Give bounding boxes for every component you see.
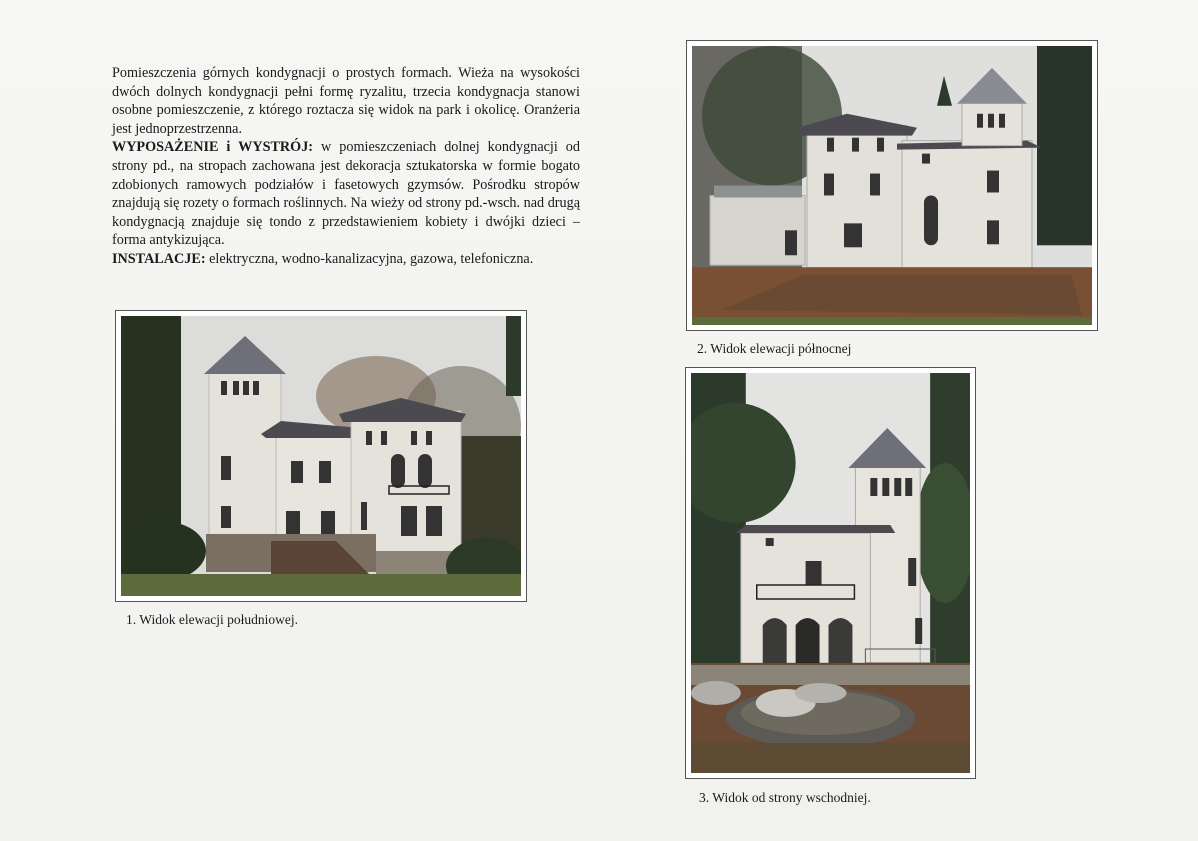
photo-north-elevation: [686, 40, 1098, 331]
photo-south-elevation: [115, 310, 527, 602]
furnishing-text: w pomieszczeniach dolnej kondygnacji od strony pd., na stropach zachowana jest dekoracja sztukatorska w formie bogato zdobionych ramowych podziałów i fasetowych gzymsów. Pośrodku stropów znajdują się rozety o formach roślinnych. Na wieży od strony pd.-wsch. nad drugą kondygnacją znajduje się tondo z przedstawieniem kobiety i dwójki dzieci – forma antykizująca.: [112, 139, 580, 249]
furnishing-heading: WYPOSAŻENIE i WYSTRÓJ:: [112, 139, 314, 156]
paragraph-furnishing: [112, 138, 580, 250]
description-text: [112, 64, 580, 269]
caption-photo-3: 3. Widok od strony wschodniej.: [699, 790, 871, 805]
paragraph-installations: [112, 250, 580, 269]
rooms-text: Pomieszczenia górnych kondygnacji o prostych formach. Wieża na wysokości dwóch dolnych kondygnacji pełni formę ryzalitu, trzecia kondygnacja stanowi osobne pomieszczenie, z którego roztacza się widok na park i okolicę. Oranżeria jest jednoprzestrzenna.: [112, 65, 580, 137]
caption-photo-2: 2. Widok elewacji północnej: [697, 341, 852, 356]
paragraph-rooms: [112, 64, 580, 138]
installations-text: elektryczna, wodno-kanalizacyjna, gazowa, telefoniczna.: [205, 250, 534, 267]
photo-east-view: [685, 367, 976, 779]
south-elevation-image: [121, 316, 521, 596]
installations-heading: INSTALACJE:: [112, 250, 206, 267]
east-view-image: [691, 373, 970, 773]
caption-photo-1: 1. Widok elewacji południowej.: [126, 612, 299, 627]
north-elevation-image: [692, 46, 1092, 325]
